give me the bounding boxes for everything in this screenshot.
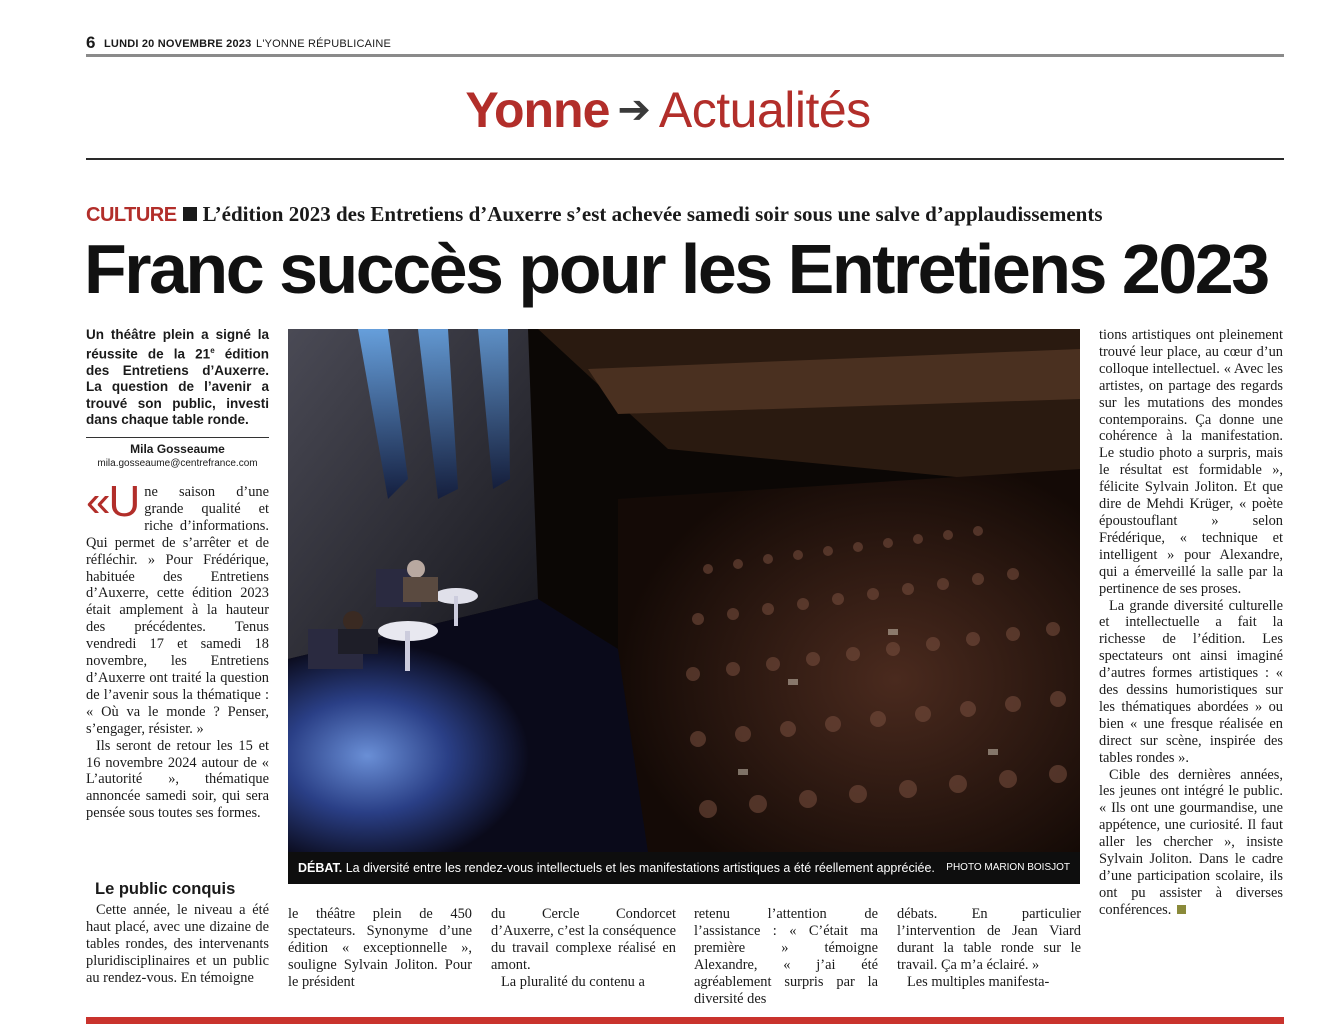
body-paragraph: débats. En particulier l’intervention de Jean Viard durant la table ronde sur le travail. Ça m’a éclairé. » xyxy=(897,906,1081,973)
drop-cap: «U xyxy=(86,477,139,526)
body-column-3 xyxy=(491,906,676,991)
page-folio xyxy=(86,33,1284,57)
photo-credit: PHOTO MARION BOISJOT xyxy=(946,862,1070,873)
body-paragraph xyxy=(86,477,269,738)
body-column-4 xyxy=(694,906,878,1007)
byline xyxy=(86,437,269,469)
body-column-6 xyxy=(1099,327,1283,919)
article-lead xyxy=(86,327,269,428)
lead-ordinal: e xyxy=(210,346,215,356)
body-column-1 xyxy=(86,477,269,822)
caption-text: La diversité entre les rendez-vous intellectuels et les manifestations artistiques a été réellement appréciée. xyxy=(345,861,935,875)
arrow-icon: ➔ xyxy=(617,88,651,132)
body-column-2 xyxy=(288,906,472,991)
section-rubric xyxy=(0,80,1336,140)
article-kicker xyxy=(86,202,1103,227)
paragraph-text: ne saison d’une grande qualité et riche d’informations. Qui permet de s’arrêter et de réfléchir. » Pour Frédérique, habituée des Entretiens d’Auxerre, cette édition 2023 était amplement à la hauteur des précédentes. Tenus vendredi 17 et samedi 18 novembre, les Entretiens d’Auxerre ont traité la question de l’avenir sous la thématique : « Où va le monde ? Penser, s’engager, résister. » xyxy=(86,484,269,737)
end-of-article-icon xyxy=(1177,905,1186,914)
rubric-region: Yonne xyxy=(465,82,610,138)
body-paragraph: La pluralité du contenu a xyxy=(501,973,645,990)
theatre-debate-photo xyxy=(288,329,1080,852)
kicker-tag: CULTURE xyxy=(86,204,177,226)
body-paragraph: retenu l’attention de l’assistance : « C’était ma première » témoigne Alexandre, « j’ai été agréablement surpris par la diversité des xyxy=(694,906,878,1007)
body-column-1-continued xyxy=(86,902,269,987)
newspaper-name: L'YONNE RÉPUBLICAINE xyxy=(256,38,392,50)
body-paragraph: Les multiples manifesta- xyxy=(907,973,1050,990)
body-paragraph: Cette année, le niveau a été haut placé, avec une dizaine de tables rondes, des intervenants pluridisciplinaires et un public au rendez-vous. En témoigne xyxy=(86,902,269,986)
caption-lead: DÉBAT. xyxy=(298,861,343,875)
body-paragraph: le théâtre plein de 450 spectateurs. Synonyme d’une édition « exceptionnelle », souligne Sylvain Joliton. Pour le président xyxy=(288,906,472,990)
photo-caption xyxy=(288,852,1080,884)
article-headline: Franc succès pour les Entretiens 2023 xyxy=(84,230,1268,308)
body-paragraph: La grande diversité culturelle et intellectuelle a fait la richesse de l’édition. Les spectateurs ont ainsi imaginé d’autres formes artistiques : « des dessins humoristiques sur les thématiques abordées » ou bien « une fresque réalisée en direct sur scène, inspirée des tables rondes ». xyxy=(1099,597,1283,766)
square-bullet-icon xyxy=(183,207,197,221)
body-paragraph: Ils seront de retour les 15 et 16 novembre 2024 autour de « L’autorité », thématique annoncée samedi soir, qui sera pensée sous toutes ses formes. xyxy=(86,737,269,822)
article-photo xyxy=(288,329,1080,852)
body-paragraph: tions artistiques ont pleinement trouvé leur place, au cœur d’un colloque intellectuel. « Avec les artistes, on partage des regards sur les mutations des mondes contemporains. Ça donne une cohérence à la manifestation. Le studio photo a surpris, mais le résultat est formidable », félicite Sylvain Joliton. Et que dire de Mehdi Krüger, « poète époustouflant » selon Frédérique, « technique et intelligent » pour Alexandre, qui a émerveillé la salle par la pertinence de ses proses. xyxy=(1099,327,1283,597)
issue-date: LUNDI 20 NOVEMBRE 2023 xyxy=(104,38,252,50)
author-name: Mila Gosseaume xyxy=(130,442,225,456)
page-number: 6 xyxy=(86,33,96,52)
kicker-text: L’édition 2023 des Entretiens d’Auxerre s’est achevée samedi soir sous une salve d’applaudissements xyxy=(202,202,1103,226)
body-paragraph: du Cercle Condorcet d’Auxerre, c’est la conséquence du travail complexe réalisé en amont. xyxy=(491,906,676,973)
rubric-section: Actualités xyxy=(658,82,871,138)
article-subhead: Le public conquis xyxy=(95,880,236,898)
lead-text-start: Un théâtre plein a signé la réussite de la 21 xyxy=(86,327,269,362)
author-email[interactable]: mila.gosseaume@centrefrance.com xyxy=(97,458,258,469)
body-column-5 xyxy=(897,906,1081,991)
body-paragraph xyxy=(1099,767,1283,919)
section-divider xyxy=(86,158,1284,160)
next-article-banner xyxy=(86,1017,1284,1024)
lead-text-end: édition des Entretiens d’Auxerre. La question de l’avenir a trouvé son public, investi dans chaque table ronde. xyxy=(86,346,270,427)
paragraph-text: Cible des dernières années, les jeunes ont intégré le public. « Ils ont une gourmandise, une appétence, une curiosité. Il faut aller les chercher », insiste Sylvain Joliton. Dans le cadre d’une participation scolaire, ils ont pu assister à diverses conférences. xyxy=(1099,766,1283,918)
